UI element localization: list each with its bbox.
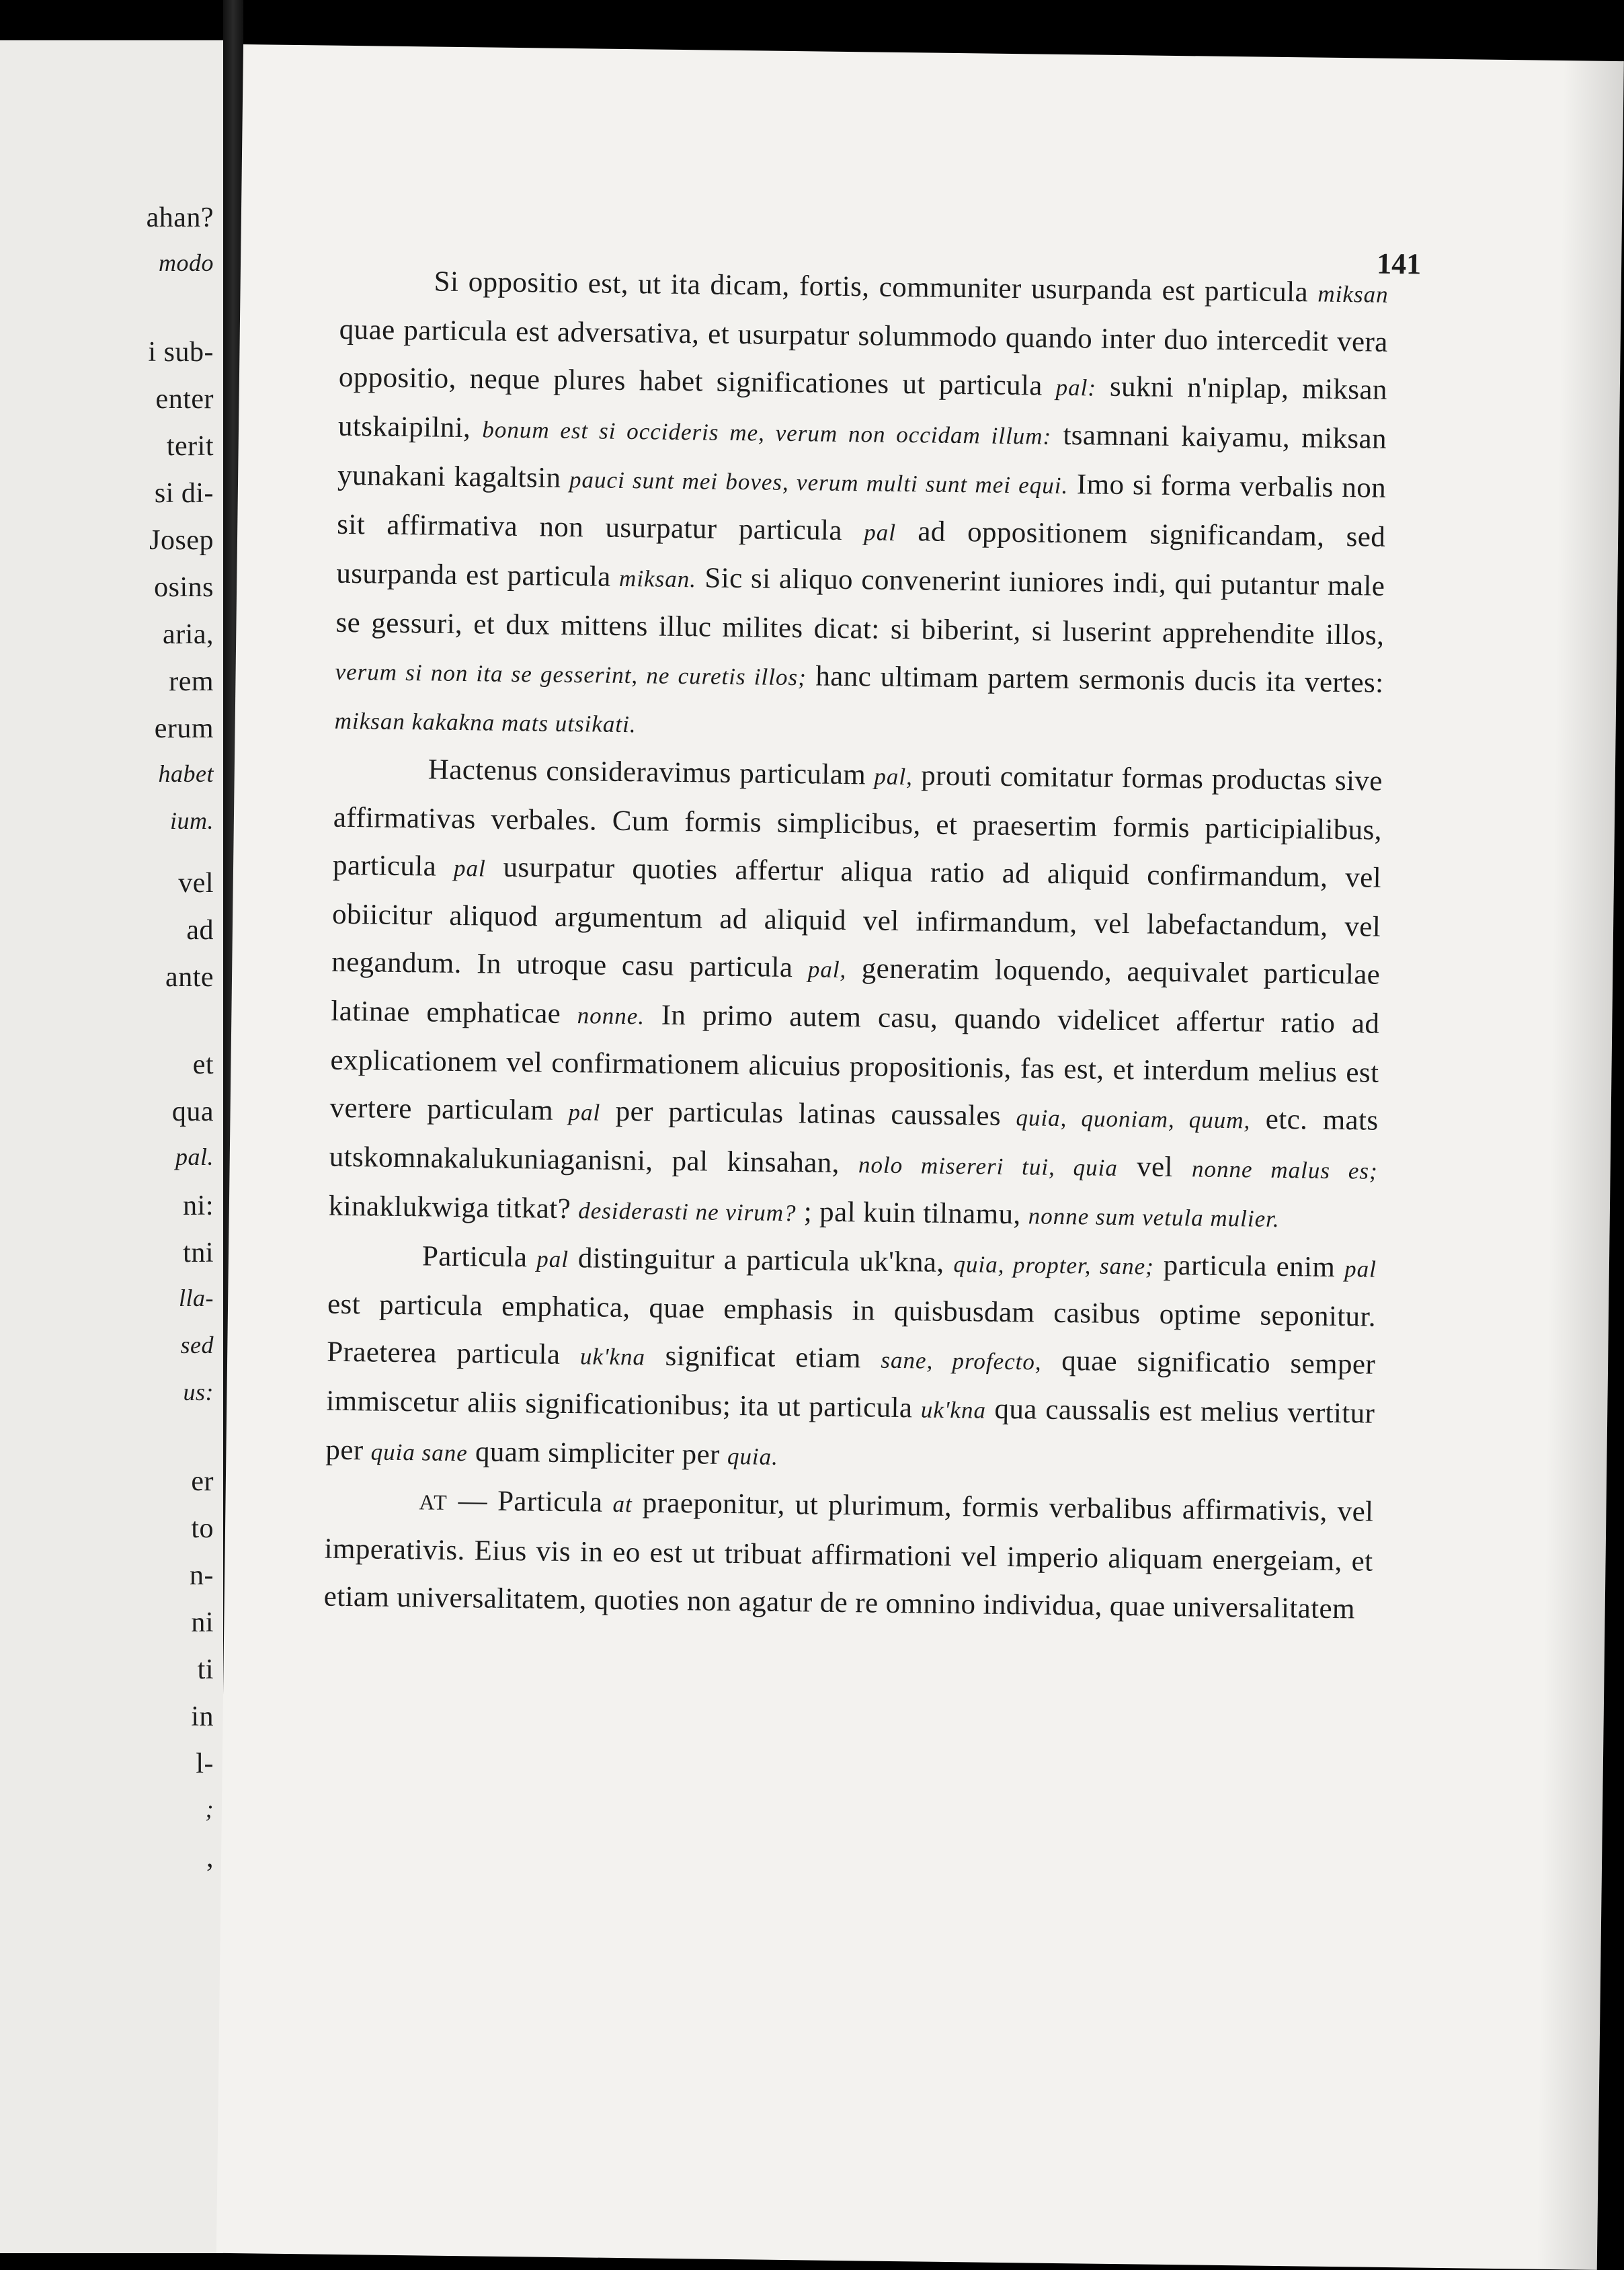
- text-run: quae significatio semper immiscetur aliis significationibus; ita ut particula: [326, 1344, 1376, 1424]
- italic-run: uk'kna: [920, 1396, 987, 1424]
- margin-fragment: enter: [155, 384, 214, 415]
- margin-fragment: qua: [171, 1096, 214, 1127]
- text-run: sukni n'niplap, miksan utskaipilni,: [337, 370, 1388, 444]
- margin-fragment: modo: [159, 249, 214, 276]
- margin-fragment: tni: [183, 1238, 214, 1268]
- margin-fragment: ad: [186, 915, 214, 946]
- italic-run: nolo misereri tui, quia: [858, 1151, 1119, 1182]
- margin-fragment: ;: [205, 1795, 214, 1822]
- text-run: tsamnani kaiyamu, miksan yunakani kagaltsin: [337, 419, 1387, 494]
- italic-run: pal,: [874, 763, 914, 791]
- text-run: hanc ultimam partem sermonis ducis ita vertes:: [806, 660, 1384, 699]
- margin-fragment: sed: [180, 1332, 214, 1359]
- text-run: qua caussalis est melius vertitur per: [325, 1393, 1375, 1467]
- facing-page-left: [0, 40, 223, 2253]
- text-run: ad oppositionem significandam, sed usurpanda est particula: [336, 515, 1386, 593]
- margin-fragment: erum: [154, 713, 214, 744]
- text-run: vel: [1117, 1151, 1192, 1184]
- text-run: Si oppositio est, ut ita dicam, fortis, communiter usurpanda est particula: [434, 266, 1318, 309]
- italic-run: nonne sum vetula mulier.: [1028, 1203, 1280, 1232]
- margin-fragment: us:: [183, 1379, 214, 1406]
- italic-run: pal: [863, 519, 897, 546]
- text-run: Imo si forma verbalis non sit affirmativa non usurpatur particula: [336, 469, 1387, 547]
- margin-fragment: et: [192, 1049, 214, 1080]
- italic-run: pal: [1344, 1256, 1377, 1283]
- italic-run: pauci sunt mei boves, verum multi sunt mei equi.: [569, 466, 1069, 499]
- text-run: est particula emphatica, quae emphasis in quisbusdam casibus optime seponitur. Praeterea particula: [326, 1288, 1377, 1371]
- italic-run: miksan.: [618, 565, 697, 593]
- italic-run: desiderasti ne virum?: [578, 1197, 797, 1227]
- margin-fragment: terit: [166, 431, 214, 462]
- italic-run: at: [612, 1490, 633, 1518]
- italic-run: quia, quoniam, quum,: [1016, 1104, 1251, 1134]
- italic-run: quia.: [727, 1443, 779, 1470]
- margin-fragment: in: [191, 1701, 214, 1732]
- margin-fragment: to: [191, 1513, 214, 1544]
- italic-run: nonne.: [577, 1002, 645, 1030]
- italic-run: pal: [568, 1099, 601, 1126]
- margin-fragment: ,: [206, 1842, 214, 1873]
- margin-fragment: rem: [169, 666, 214, 697]
- italic-run: miksan kakakna mats utsikati.: [334, 707, 637, 738]
- text-run: distinguitur a particula uk'kna,: [568, 1242, 954, 1279]
- italic-run: sane, profecto,: [881, 1346, 1042, 1375]
- text-run: Particula: [421, 1240, 537, 1274]
- text-run: per particulas latinas caussales: [600, 1095, 1016, 1133]
- text-run: praeponitur, ut plurimum, formis verbalibus affirmativis, vel imperativis. Eius vis in eo est ut tribuat affirmationi vel imperio aliquam energeiam, et etiam universalitatem, quoties non agatur de re omnino individua, quae universalitatem: [323, 1487, 1374, 1625]
- margin-fragment: aria,: [163, 619, 214, 650]
- italic-run: nonne malus es;: [1191, 1156, 1378, 1184]
- book-page: [216, 44, 1624, 2270]
- italic-run: quia, propter, sane;: [953, 1251, 1155, 1280]
- text-run: prouti comitatur formas productas sive affirmativas verbales. Cum formis simplicibus, et praesertim formis participialibus, particula: [332, 760, 1383, 883]
- text-run: AT: [419, 1490, 448, 1514]
- text-run: In primo autem casu, quando videlicet affertur ratio ad explicationem vel confirmationem alicuius propositionis, fas est, et interdum melius est vertere particulam: [329, 999, 1380, 1127]
- text-run: Sic si aliquo convenerint iuniores indi, qui putantur male se gessuri, et dux mittens illuc milites dicat: si biberint, si luserint apprehendite illos,: [335, 562, 1385, 651]
- text-run: quam simpliciter per: [467, 1436, 728, 1471]
- margin-fragment: pal.: [175, 1143, 214, 1170]
- italic-run: pal:: [1055, 374, 1097, 401]
- italic-run: pal: [536, 1246, 569, 1273]
- text-run: — Particula: [448, 1484, 613, 1518]
- margin-fragment: l-: [196, 1748, 214, 1779]
- italic-run: quia sane: [370, 1438, 469, 1467]
- paragraph: [323, 1475, 1374, 1633]
- margin-fragment: n-: [190, 1560, 214, 1591]
- text-run: generatim loquendo, aequivalet particulae latinae emphaticae: [331, 952, 1381, 1030]
- italic-run: pal: [453, 854, 486, 882]
- paragraph: [328, 745, 1383, 1244]
- paragraph: [325, 1231, 1377, 1488]
- text-run: ; pal kuin tilnamu,: [796, 1196, 1029, 1231]
- margin-fragment: ahan?: [146, 202, 214, 233]
- margin-fragment: Josep: [149, 525, 214, 556]
- margin-fragment: ti: [197, 1654, 214, 1685]
- margin-fragment: er: [191, 1466, 214, 1497]
- italic-run: uk'kna: [579, 1343, 646, 1371]
- margin-fragment: lla-: [179, 1285, 214, 1311]
- body-text: [323, 257, 1389, 1633]
- margin-fragment: ante: [165, 962, 214, 993]
- italic-run: verum si non ita se gesserint, ne curetis illos;: [335, 658, 807, 691]
- text-run: Hactenus consideravimus particulam: [428, 754, 875, 791]
- margin-fragment: i sub-: [148, 337, 214, 368]
- margin-fragment: ni:: [183, 1190, 214, 1221]
- margin-fragment: ni: [191, 1607, 214, 1638]
- text-run: particula enim: [1153, 1249, 1345, 1284]
- margin-fragment: vel: [178, 868, 214, 899]
- margin-fragment: osins: [154, 572, 214, 603]
- italic-run: bonum est si occideris me, verum non occidam illum:: [482, 416, 1052, 450]
- margin-fragment: ium.: [170, 807, 214, 834]
- margin-fragment: habet: [158, 760, 214, 787]
- italic-run: pal,: [807, 956, 847, 983]
- margin-fragment: si di-: [154, 478, 214, 509]
- text-run: kinaklukwiga titkat?: [328, 1190, 579, 1225]
- text-run: etc. mats utskomnakalukuniaganisni, pal kinsahan,: [329, 1103, 1379, 1180]
- paragraph: [334, 257, 1389, 758]
- text-run: usurpatur quoties affertur aliqua ratio ad aliquid confirmandum, vel obiicitur aliquod argumentum ad aliquid vel infirmandum, vel labefactandum, vel negandum. In utroque casu particula: [331, 851, 1382, 984]
- page-number: 141: [1376, 247, 1422, 281]
- italic-run: miksan: [1317, 280, 1389, 308]
- text-run: quae particula est adversativa, et usurpatur solummodo quando inter duo intercedit vera oppositio, neque plures habet significationes ut particula: [338, 313, 1388, 402]
- page-edge-shadow: [1537, 60, 1624, 2270]
- text-run: significat etiam: [645, 1340, 881, 1375]
